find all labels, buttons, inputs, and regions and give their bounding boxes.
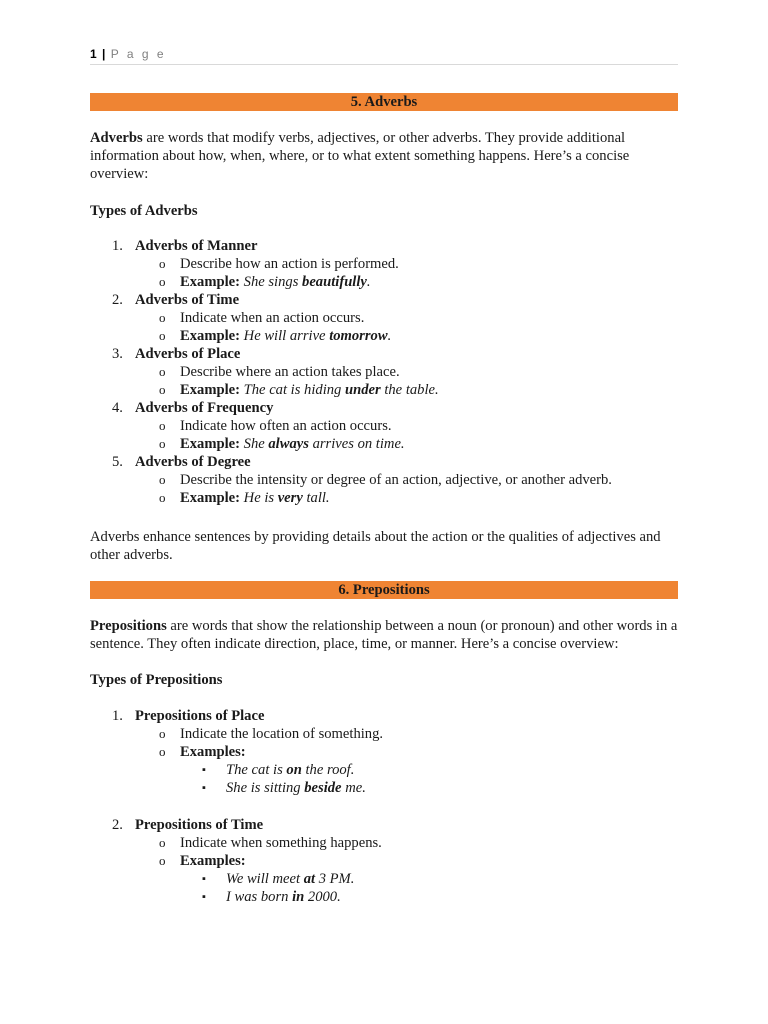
adverbs-types-heading: Types of Adverbs — [90, 203, 198, 219]
list-item: ▪ The cat is on the roof. — [202, 762, 355, 778]
list-item: ▪ She is sitting beside me. — [202, 780, 366, 796]
adverbs-summary: Adverbs enhance sentences by providing details about the action or the qualities of adjectives and other adverbs. — [90, 529, 661, 563]
section-heading-prepositions: 6. Prepositions — [90, 581, 678, 599]
list-item: o Example: She sings beautifully. — [159, 274, 371, 290]
header-separator: | — [102, 47, 106, 61]
list-item: o Example: The cat is hiding under the table. — [159, 382, 439, 398]
list-item: 1. Adverbs of Manner — [112, 238, 258, 254]
intro-text: are words that modify verbs, adjectives, or other adverbs. They provide additional information about how, when, where, or to what extent something happens. Here’s a concise overview: — [90, 130, 630, 182]
list-item: o Describe how an action is performed. — [159, 256, 399, 272]
list-item: o Indicate when something happens. — [159, 835, 382, 851]
list-item: o Example: He is very tall. — [159, 490, 330, 506]
list-item: o Examples: — [159, 744, 246, 760]
page-header — [90, 45, 678, 65]
list-item: 1. Prepositions of Place — [112, 708, 265, 724]
list-item: o Indicate the location of something. — [159, 726, 384, 742]
list-item: 3. Adverbs of Place — [112, 346, 241, 362]
list-item: o Example: He will arrive tomorrow. — [159, 328, 392, 344]
page-number: 1 — [90, 47, 97, 61]
list-item: o Describe the intensity or degree of an action, adjective, or another adverb. — [159, 472, 612, 488]
page-label: P a g e — [110, 47, 167, 61]
list-item: ▪ I was born in 2000. — [202, 889, 341, 905]
list-item: o Example: She always arrives on time. — [159, 436, 405, 452]
list-item: 2. Prepositions of Time — [112, 817, 264, 833]
list-item: o Examples: — [159, 853, 246, 869]
adverbs-types-list — [90, 237, 678, 507]
prepositions-intro — [90, 617, 678, 653]
adverbs-intro — [90, 129, 678, 183]
list-item: o Indicate how often an action occurs. — [159, 418, 392, 434]
prepositions-types-list-2 — [90, 816, 678, 906]
list-item: o Describe where an action takes place. — [159, 364, 400, 380]
intro-term: Adverbs — [90, 130, 143, 146]
prepositions-types-list — [90, 707, 678, 797]
list-item: o Indicate when an action occurs. — [159, 310, 365, 326]
list-item: 4. Adverbs of Frequency — [112, 400, 274, 416]
prepositions-types-heading: Types of Prepositions — [90, 672, 223, 688]
intro-text: are words that show the relationship between a noun (or pronoun) and other words in a sentence. They often indicate direction, place, time, or manner. Here’s a concise overview: — [90, 618, 678, 652]
list-item: 2. Adverbs of Time — [112, 292, 240, 308]
list-item: ▪ We will meet at 3 PM. — [202, 871, 355, 887]
section-heading-adverbs: 5. Adverbs — [90, 93, 678, 111]
list-item: 5. Adverbs of Degree — [112, 454, 251, 470]
intro-term: Prepositions — [90, 618, 167, 634]
